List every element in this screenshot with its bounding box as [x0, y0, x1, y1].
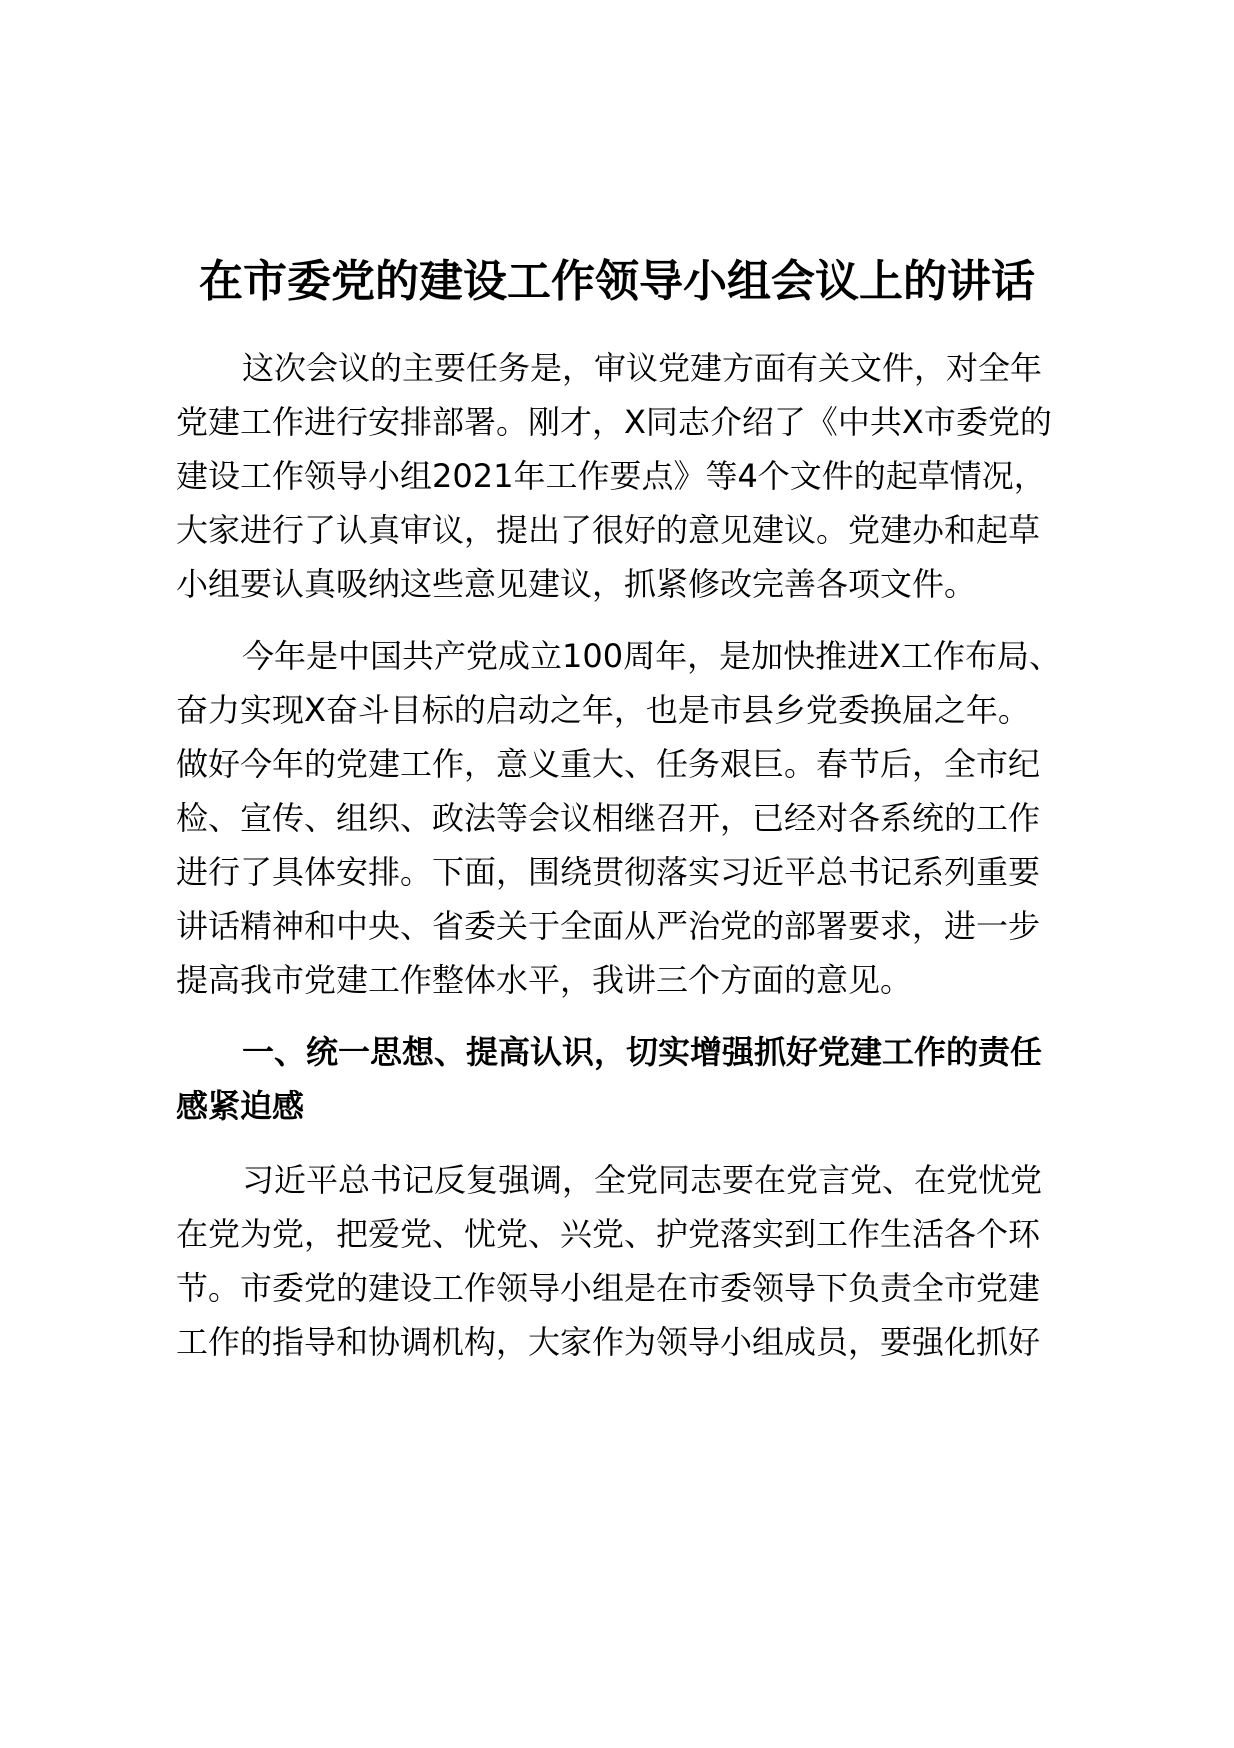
- paragraph-line: 工作的指导和协调机构，大家作为领导小组成员，要强化抓好: [176, 1323, 1041, 1361]
- paragraph-line: 在党为党，把爱党、忧党、兴党、护党落实到工作生活各个环: [176, 1215, 1041, 1253]
- paragraph-line: 大家进行了认真审议，提出了很好的意见建议。党建办和起草: [176, 511, 1041, 549]
- document-title: 在市委党的建设工作领导小组会议上的讲话: [199, 256, 1035, 307]
- heading-line: 感紧迫感: [176, 1087, 305, 1125]
- paragraph-line: 这次会议的主要任务是，审议党建方面有关文件，对全年: [242, 349, 1043, 387]
- paragraph-line: 奋力实现X奋斗目标的启动之年，也是市县乡党委换届之年。: [176, 691, 1030, 729]
- paragraph-line: 讲话精神和中央、省委关于全面从严治党的部署要求，进一步: [176, 907, 1041, 945]
- paragraph-line: 党建工作进行安排部署。刚才，X同志介绍了《中共X市委党的: [176, 403, 1052, 441]
- paragraph-line: 进行了具体安排。下面，围绕贯彻落实习近平总书记系列重要: [176, 853, 1041, 891]
- heading-line: 一、统一思想、提高认识，切实增强抓好党建工作的责任: [242, 1033, 1043, 1071]
- paragraph-line: 检、宣传、组织、政法等会议相继召开，已经对各系统的工作: [176, 799, 1041, 837]
- paragraph-line: 习近平总书记反复强调，全党同志要在党言党、在党忧党: [242, 1161, 1043, 1199]
- paragraph-line: 小组要认真吸纳这些意见建议，抓紧修改完善各项文件。: [176, 565, 977, 603]
- paragraph-line: 做好今年的党建工作，意义重大、任务艰巨。春节后，全市纪: [176, 745, 1041, 783]
- paragraph-line: 提高我市党建工作整体水平，我讲三个方面的意见。: [176, 961, 913, 999]
- paragraph-line: 今年是中国共产党成立100周年，是加快推进X工作布局、: [242, 637, 1062, 675]
- paragraph-line: 建设工作领导小组2021年工作要点》等4个文件的起草情况，: [176, 457, 1046, 495]
- paragraph-line: 节。市委党的建设工作领导小组是在市委领导下负责全市党建: [176, 1269, 1041, 1307]
